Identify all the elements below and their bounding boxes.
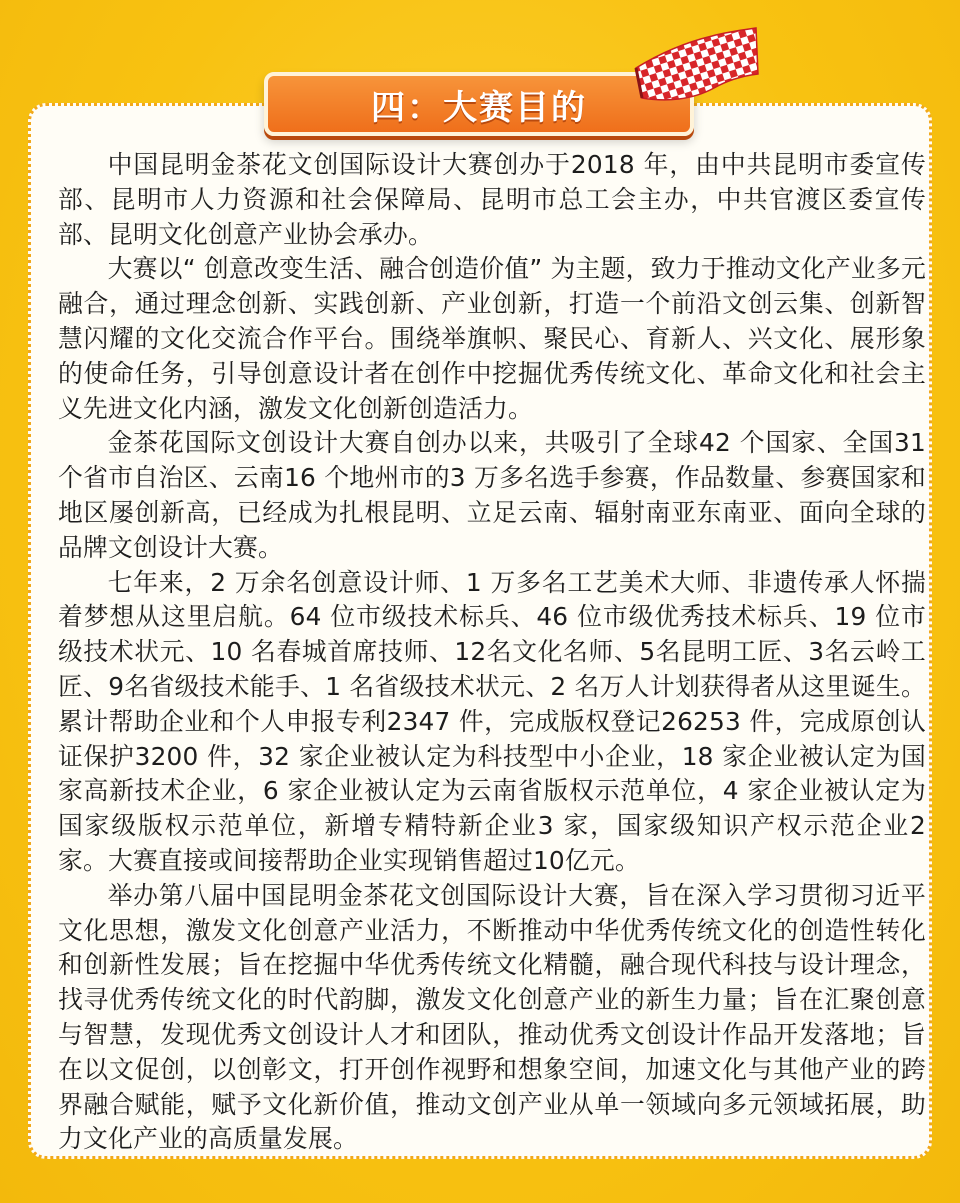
section-title-badge [264,72,694,136]
paragraph-purpose: 举办第八届中国昆明金茶花文创国际设计大赛，旨在深入学习贯彻习近平文化思想，激发文化创意产业活力，不断推动中华优秀传统文化的创造性转化和创新性发展；旨在挖掘中华优秀传统文化精髓，融合现代科技与设计理念，找寻优秀传统文化的时代韵脚，激发文化创意产业的新生力量；旨在汇聚创意与智慧，发现优秀文创设计人才和团队，推动优秀文创设计作品开发落地；旨在以文促创，以创彰文，打开创作视野和想象空间，加速文化与其他产业的跨界融合赋能，赋予文化新价值，推动文创产业从单一领域向多元领域拓展，助力文化产业的高质量发展。 [58,880,926,1154]
paragraph-reach: 金茶花国际文创设计大赛自创办以来，共吸引了全球42 个国家、全国31 个省市自治区、云南16 个地州市的3 万多名选手参赛，作品数量、参赛国家和地区屡创新高，已经成为扎根昆明、立足云南、辐射南亚东南亚、面向全球的品牌文创设计大赛。 [58,428,926,562]
paragraph-achievements: 七年来，2 万余名创意设计师、1 万多名工艺美术大师、非遗传承人怀揣着梦想从这里启航。64 位市级技术标兵、46 位市级优秀技术标兵、19 位市级技术状元、10 名春城首席技师、12名文化名师、5名昆明工匠、3名云岭工匠、9名省级技术能手、1 名省级技术状元、2 名万人计划获得者从这里诞生。累计帮助企业和个人申报专利2347 件，完成版权登记26253 件，完成原创认证保护3200 件，32 家企业被认定为科技型中小企业，18 家企业被认定为国家高新技术企业，6 家企业被认定为云南省版权示范单位，4 家企业被认定为国家级版权示范单位，新增专精特新企业3 家，国家级知识产权示范企业2 家。大赛直接或间接帮助企业实现销售超过10亿元。 [58,567,926,875]
paragraph-theme: 大赛以“ 创意改变生活、融合创造价值” 为主题，致力于推动文化产业多元融合，通过理念创新、实践创新、产业创新，打造一个前沿文创云集、创新智慧闪耀的文化交流合作平台。围绕举旗帜、聚民心、育新人、兴文化、展形象的使命任务，引导创意设计者在创作中挖掘优秀传统文化、革命文化和社会主义先进文化内涵，激发文化创新创造活力。 [58,254,926,423]
section-body [58,148,926,1157]
section-title: 四：大赛目的 [371,87,587,128]
paragraph-founding: 中国昆明金茶花文创国际设计大赛创办于2018 年，由中共昆明市委宣传部、昆明市人力资源和社会保障局、昆明市总工会主办，中共官渡区委宣传部、昆明文化创意产业协会承办。 [58,150,926,249]
checkered-flag-icon [632,22,762,108]
